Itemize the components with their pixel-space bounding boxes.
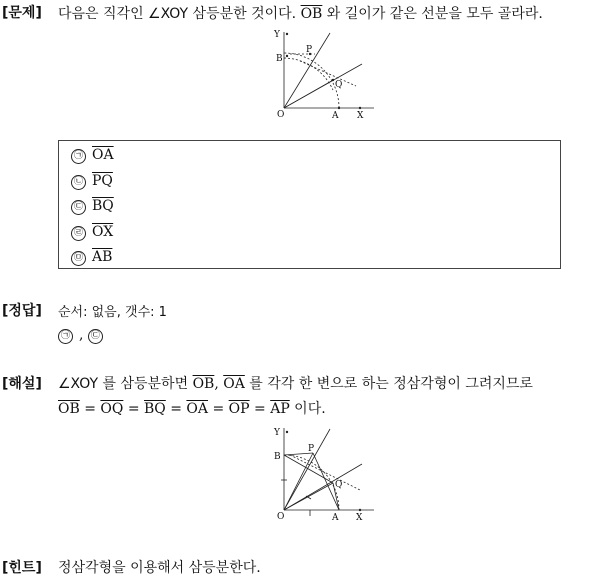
problem-text-3: 와 길이가 같은 선분을 모두 골라라. [322,6,543,22]
label-q: Q [335,80,343,90]
explanation-text-1: 를 삼등분하면 [98,376,193,392]
choice-3[interactable] [71,198,114,215]
eq-segment: $\overline{BQ}$ [144,401,166,417]
choice-segment: $\overline{OA}$ [92,147,114,163]
eq-sign: = [208,401,229,417]
choice-marker: ㉢ [71,200,86,215]
explanation-text-3: 이다. [289,401,326,417]
eq-sign: = [79,401,101,417]
choice-2[interactable] [71,173,113,190]
problem-tag: [문제] [2,5,42,21]
answer-separator: , [79,327,88,343]
label-o: O [277,512,285,522]
answer-marker-a: ㉠ [58,329,73,344]
explanation-equation [58,398,326,418]
explanation-figure [270,424,380,524]
choice-1[interactable] [71,147,114,164]
label-x: X [357,111,364,121]
choice-marker: ㉠ [71,149,86,164]
label-a: A [332,513,339,523]
problem-text [58,3,543,23]
arc-bq [284,58,333,90]
answer-tag: [정답] [2,303,42,319]
answer-line-2 [58,327,109,344]
arc-ab [284,53,339,108]
eq-segment: $\overline{OA}$ [186,401,209,417]
label-a: A [332,111,339,121]
explanation-seg-oa: $\overline{OA}$ [223,376,245,392]
explanation-line-1 [58,373,533,393]
explanation-angle: ∠XOY [58,376,99,392]
choice-segment: $\overline{BQ}$ [92,198,114,214]
label-p: P [306,45,313,55]
hint-tag: [힌트] [2,560,42,576]
choices-box [58,140,561,269]
explanation-sep: , [214,376,224,392]
eq-segment: $\overline{OB}$ [58,401,80,417]
choice-marker: ㉣ [71,226,86,241]
eq-segment: $\overline{AP}$ [270,401,290,417]
eq-sign: = [123,401,145,417]
explanation-text-2: 를 각각 한 변으로 하는 정삼각형이 그려지므로 [244,376,533,392]
choice-segment: $\overline{PQ}$ [92,173,113,189]
angle-symbol: ∠XOY [148,6,189,22]
label-y: Y [274,30,280,40]
segment-ob: $\overline{OB}$ [300,6,323,22]
label-b: B [274,452,281,462]
explanation-tag: [해설] [2,376,42,392]
eq-sign: = [249,401,271,417]
label-y: Y [274,428,280,438]
choice-marker: ㉤ [71,251,86,266]
choice-segment: $\overline{AB}$ [92,249,113,265]
label-o: O [277,110,285,120]
problem-figure [270,28,380,123]
problem-text-2: 삼등분한 것이다. [188,6,301,22]
eq-segment: $\overline{OQ}$ [100,401,124,417]
label-x: X [356,513,363,523]
problem-text-1: 다음은 직각인 [58,6,149,22]
eq-sign: = [165,401,187,417]
answer-line-1: 순서: 없음, 갯수: 1 [58,305,167,320]
choice-4[interactable] [71,224,113,241]
hint-text: 정삼각형을 이용해서 삼등분한다. [58,560,261,576]
choice-5[interactable] [71,249,112,266]
answer-marker-b: ㉢ [88,329,103,344]
label-p: P [308,444,315,454]
choice-segment: $\overline{OX}$ [92,224,114,240]
label-b: B [276,54,283,64]
eq-segment: $\overline{OP}$ [228,401,250,417]
explanation-seg-ob: $\overline{OB}$ [192,376,215,392]
label-q: Q [335,480,343,490]
choice-marker: ㉡ [71,175,86,190]
